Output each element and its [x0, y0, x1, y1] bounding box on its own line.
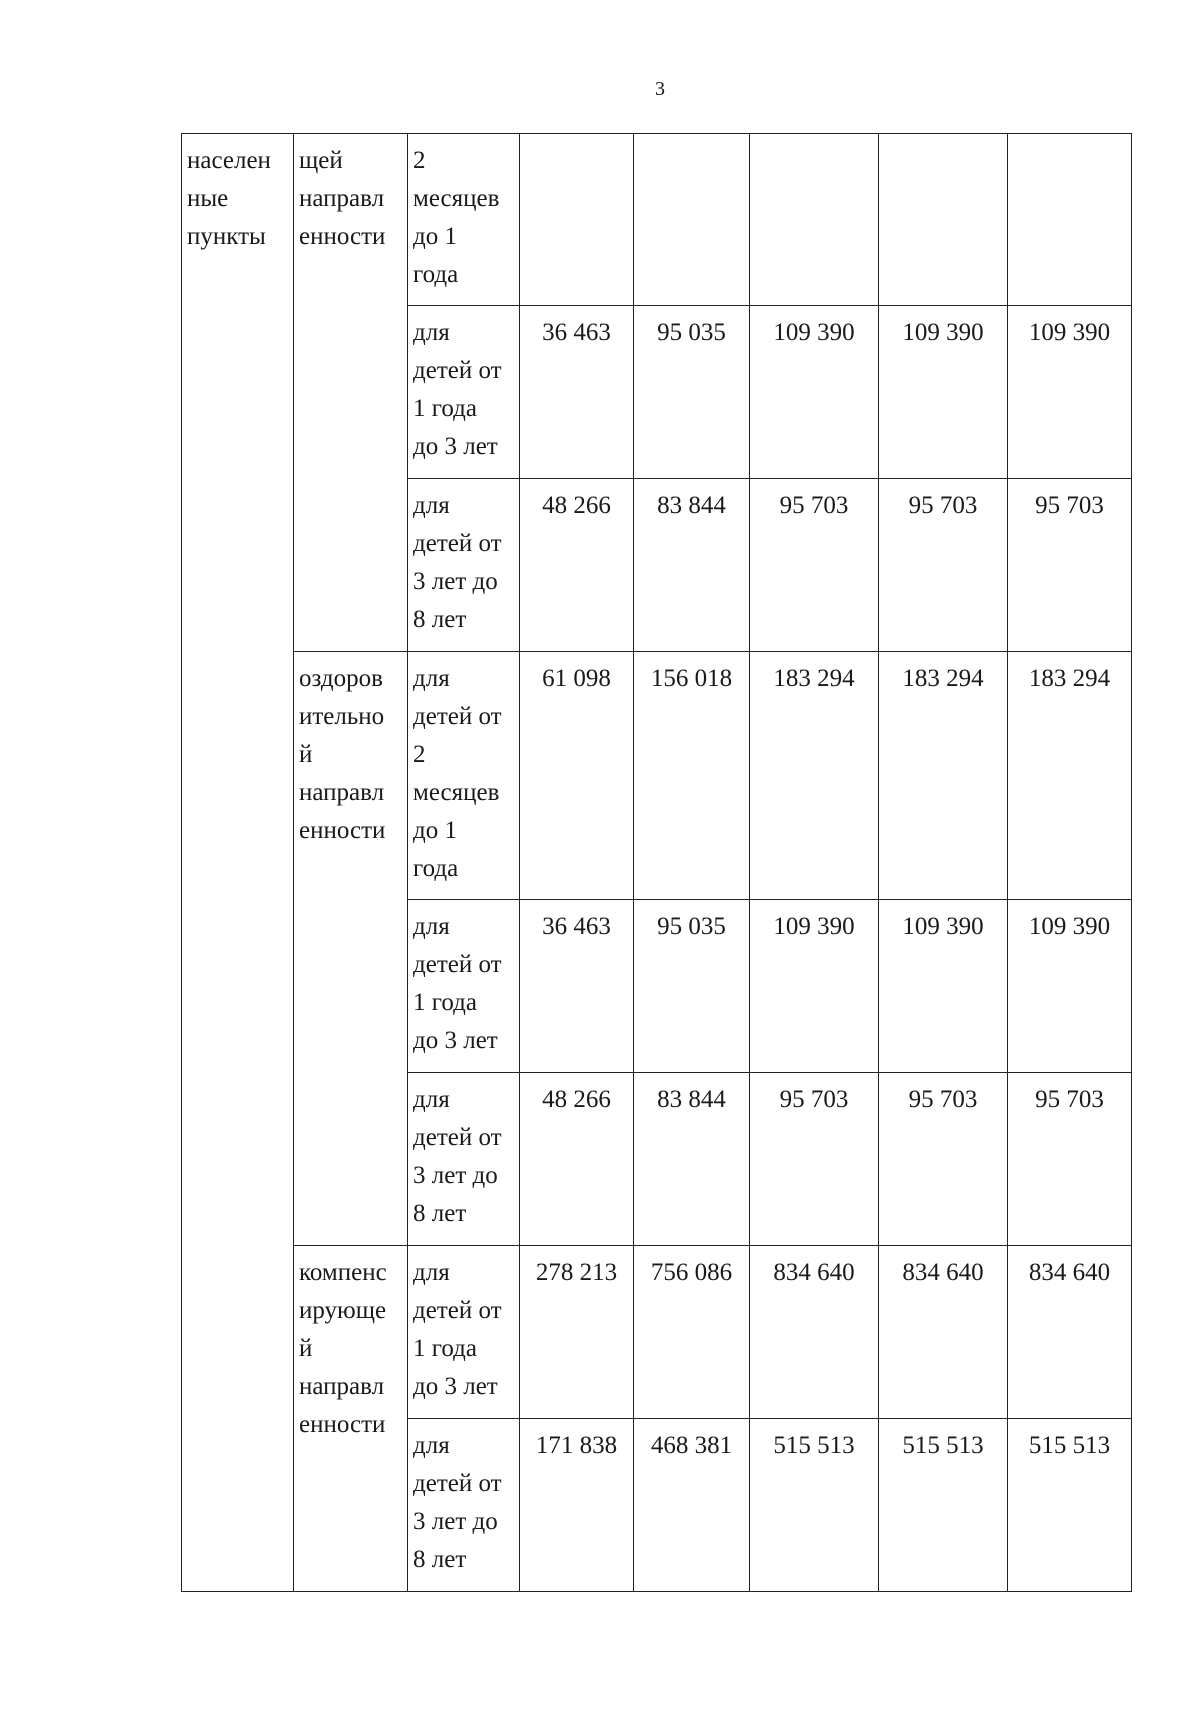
value-cell: 95 703	[1008, 1073, 1132, 1246]
value-cell: 95 703	[879, 479, 1008, 652]
value-cell: 183 294	[1008, 652, 1132, 900]
value-cell: 183 294	[879, 652, 1008, 900]
direction-cell-line: оздоров	[299, 665, 383, 692]
direction-cell-line: й	[299, 741, 313, 768]
age-group-cell-line: детей от	[413, 1124, 502, 1151]
value-cell: 95 035	[634, 900, 750, 1073]
age-group-cell-line: 1 года	[413, 989, 477, 1016]
value-cell: 834 640	[879, 1246, 1008, 1419]
table-row	[182, 1246, 1132, 1419]
age-group-cell-line: 1 года	[413, 1335, 477, 1362]
age-group-cell	[408, 1419, 520, 1592]
direction-cell-line: енности	[299, 1411, 386, 1438]
age-group-cell-line: 3 лет до	[413, 1508, 498, 1535]
value-cell: 109 390	[1008, 306, 1132, 479]
value-cell: 83 844	[634, 479, 750, 652]
value-cell: 109 390	[1008, 900, 1132, 1073]
value-cell: 278 213	[520, 1246, 634, 1419]
value-cell: 48 266	[520, 479, 634, 652]
direction-cell-line: направл	[299, 185, 385, 212]
age-group-cell-line: для	[413, 1259, 450, 1286]
value-cell: 515 513	[1008, 1419, 1132, 1592]
settlement-type-cell-line: ные	[187, 185, 229, 212]
age-group-cell-line: детей от	[413, 530, 502, 557]
value-cell: 171 838	[520, 1419, 634, 1592]
settlement-type-cell-line: пункты	[187, 223, 266, 250]
age-group-cell-line: до 1	[413, 223, 457, 250]
age-group-cell-line: детей от	[413, 951, 502, 978]
age-group-cell-line: 8 лет	[413, 1200, 467, 1227]
value-cell	[634, 134, 750, 306]
age-group-cell-line: месяцев	[413, 185, 500, 212]
direction-cell-line: ительно	[299, 703, 385, 730]
age-group-cell-line: 2	[413, 741, 426, 768]
value-cell: 756 086	[634, 1246, 750, 1419]
value-cell	[750, 134, 879, 306]
age-group-cell-line: для	[413, 1432, 450, 1459]
age-group-cell-line: 1 года	[413, 395, 477, 422]
age-group-cell-line: для	[413, 1086, 450, 1113]
direction-cell-line: й	[299, 1335, 313, 1362]
value-cell: 36 463	[520, 900, 634, 1073]
age-group-cell-line: до 3 лет	[413, 1027, 498, 1054]
age-group-cell-line: для	[413, 913, 450, 940]
direction-cell-line: енности	[299, 223, 386, 250]
age-group-cell	[408, 479, 520, 652]
value-cell: 95 703	[750, 479, 879, 652]
direction-cell-line: направл	[299, 779, 385, 806]
value-cell: 468 381	[634, 1419, 750, 1592]
value-cell: 95 703	[879, 1073, 1008, 1246]
value-cell: 109 390	[750, 900, 879, 1073]
tariff-table	[181, 133, 1132, 1592]
table-body	[182, 134, 1132, 1592]
age-group-cell	[408, 1246, 520, 1419]
age-group-cell-line: до 3 лет	[413, 433, 498, 460]
direction-cell	[294, 1246, 408, 1592]
direction-cell-line: енности	[299, 817, 386, 844]
value-cell: 36 463	[520, 306, 634, 479]
value-cell	[1008, 134, 1132, 306]
value-cell: 183 294	[750, 652, 879, 900]
age-group-cell-line: для	[413, 492, 450, 519]
age-group-cell-line: детей от	[413, 703, 502, 730]
age-group-cell-line: 8 лет	[413, 1546, 467, 1573]
value-cell: 834 640	[750, 1246, 879, 1419]
age-group-cell-line: 8 лет	[413, 606, 467, 633]
age-group-cell-line: детей от	[413, 1470, 502, 1497]
age-group-cell-line: детей от	[413, 357, 502, 384]
age-group-cell-line: 2	[413, 147, 426, 174]
value-cell	[520, 134, 634, 306]
age-group-cell-line: 3 лет до	[413, 568, 498, 595]
value-cell: 109 390	[879, 900, 1008, 1073]
value-cell: 95 035	[634, 306, 750, 479]
age-group-cell-line: месяцев	[413, 779, 500, 806]
value-cell: 95 703	[1008, 479, 1132, 652]
age-group-cell	[408, 900, 520, 1073]
value-cell: 83 844	[634, 1073, 750, 1246]
value-cell: 834 640	[1008, 1246, 1132, 1419]
settlement-type-cell	[182, 134, 294, 1592]
direction-cell-line: ирующе	[299, 1297, 387, 1324]
table-row	[182, 134, 1132, 306]
age-group-cell-line: для	[413, 665, 450, 692]
direction-cell-line: направл	[299, 1373, 385, 1400]
age-group-cell-line: 3 лет до	[413, 1162, 498, 1189]
age-group-cell	[408, 306, 520, 479]
age-group-cell-line: детей от	[413, 1297, 502, 1324]
settlement-type-cell-line: населен	[187, 147, 271, 174]
age-group-cell-line: до 1	[413, 817, 457, 844]
value-cell: 515 513	[750, 1419, 879, 1592]
age-group-cell-line: года	[413, 261, 459, 288]
age-group-cell	[408, 134, 520, 306]
age-group-cell-line: года	[413, 855, 459, 882]
direction-cell	[294, 652, 408, 1246]
table-row	[182, 652, 1132, 900]
value-cell: 95 703	[750, 1073, 879, 1246]
value-cell: 48 266	[520, 1073, 634, 1246]
value-cell: 61 098	[520, 652, 634, 900]
age-group-cell	[408, 652, 520, 900]
value-cell: 515 513	[879, 1419, 1008, 1592]
age-group-cell-line: до 3 лет	[413, 1373, 498, 1400]
value-cell	[879, 134, 1008, 306]
age-group-cell-line: для	[413, 319, 450, 346]
value-cell: 109 390	[879, 306, 1008, 479]
direction-cell-line: щей	[299, 147, 343, 174]
page-number: 3	[655, 78, 665, 100]
value-cell: 156 018	[634, 652, 750, 900]
direction-cell-line: компенс	[299, 1259, 387, 1286]
age-group-cell	[408, 1073, 520, 1246]
value-cell: 109 390	[750, 306, 879, 479]
direction-cell	[294, 134, 408, 652]
